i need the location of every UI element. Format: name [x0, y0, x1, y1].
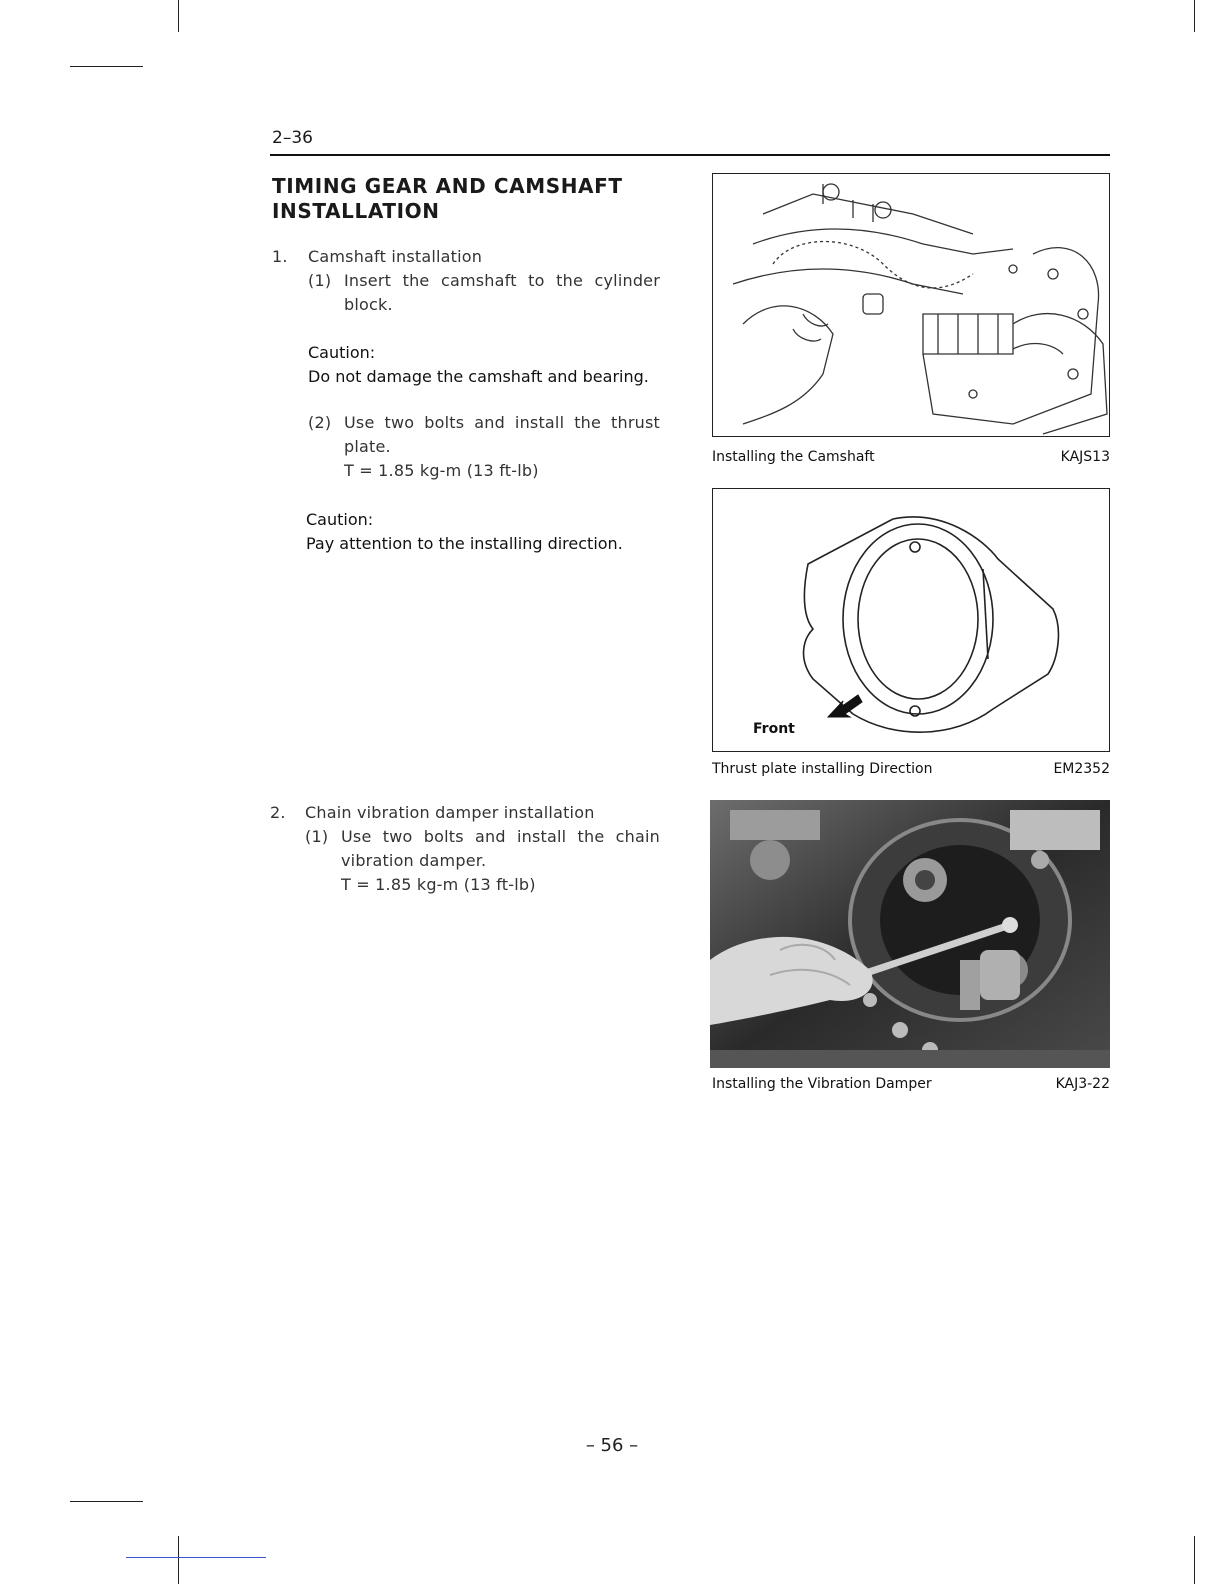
figure-code: KAJ3-22 — [1055, 1076, 1110, 1092]
camshaft-illustration — [712, 173, 1110, 437]
page-footer-number: – 56 – — [585, 1435, 639, 1456]
substep-text: Insert the camshaft to the cylinder — [344, 271, 660, 290]
thrust-plate-diagram — [712, 488, 1110, 752]
substep-text-cont: vibration damper. — [341, 851, 487, 870]
substep-number: (1) — [305, 827, 329, 846]
caution-text: Do not damage the camshaft and bearing. — [308, 367, 649, 386]
front-label: Front — [753, 721, 795, 737]
caution-text: Pay attention to the installing direction. — [306, 534, 623, 553]
torque-spec: T = 1.85 kg-m (13 ft-lb) — [344, 461, 539, 480]
substep-text-cont: plate. — [344, 437, 391, 456]
crop-mark — [126, 1557, 266, 1558]
step-heading: Chain vibration damper installation — [305, 803, 595, 822]
figure-code: EM2352 — [1053, 761, 1110, 777]
step-heading: Camshaft installation — [308, 247, 483, 266]
caution-label: Caution: — [306, 510, 374, 529]
crop-mark — [178, 0, 179, 32]
substep-text: Use two bolts and install the chain — [341, 827, 660, 846]
caution-label: Caution: — [308, 343, 376, 362]
crop-mark — [70, 66, 143, 67]
section-number: 2–36 — [272, 128, 313, 148]
substep-text: Use two bolts and install the thrust — [344, 413, 660, 432]
substep-number: (2) — [308, 413, 332, 432]
torque-spec: T = 1.85 kg-m (13 ft-lb) — [341, 875, 536, 894]
figure-caption: Installing the Camshaft — [712, 449, 875, 465]
substep-text-cont: block. — [344, 295, 393, 314]
crop-mark — [70, 1501, 143, 1502]
figure-code: KAJS13 — [1060, 449, 1110, 465]
step-number: 1. — [272, 247, 288, 266]
vibration-damper-photo — [710, 800, 1110, 1068]
crop-mark — [1194, 0, 1195, 32]
crop-mark — [178, 1536, 179, 1584]
header-rule — [270, 154, 1110, 156]
step-number: 2. — [270, 803, 286, 822]
page-title: TIMING GEAR AND CAMSHAFT INSTALLATION — [272, 174, 623, 223]
crop-mark — [1194, 1536, 1195, 1584]
figure-caption: Installing the Vibration Damper — [712, 1076, 932, 1092]
substep-number: (1) — [308, 271, 332, 290]
figure-caption: Thrust plate installing Direction — [712, 761, 933, 777]
